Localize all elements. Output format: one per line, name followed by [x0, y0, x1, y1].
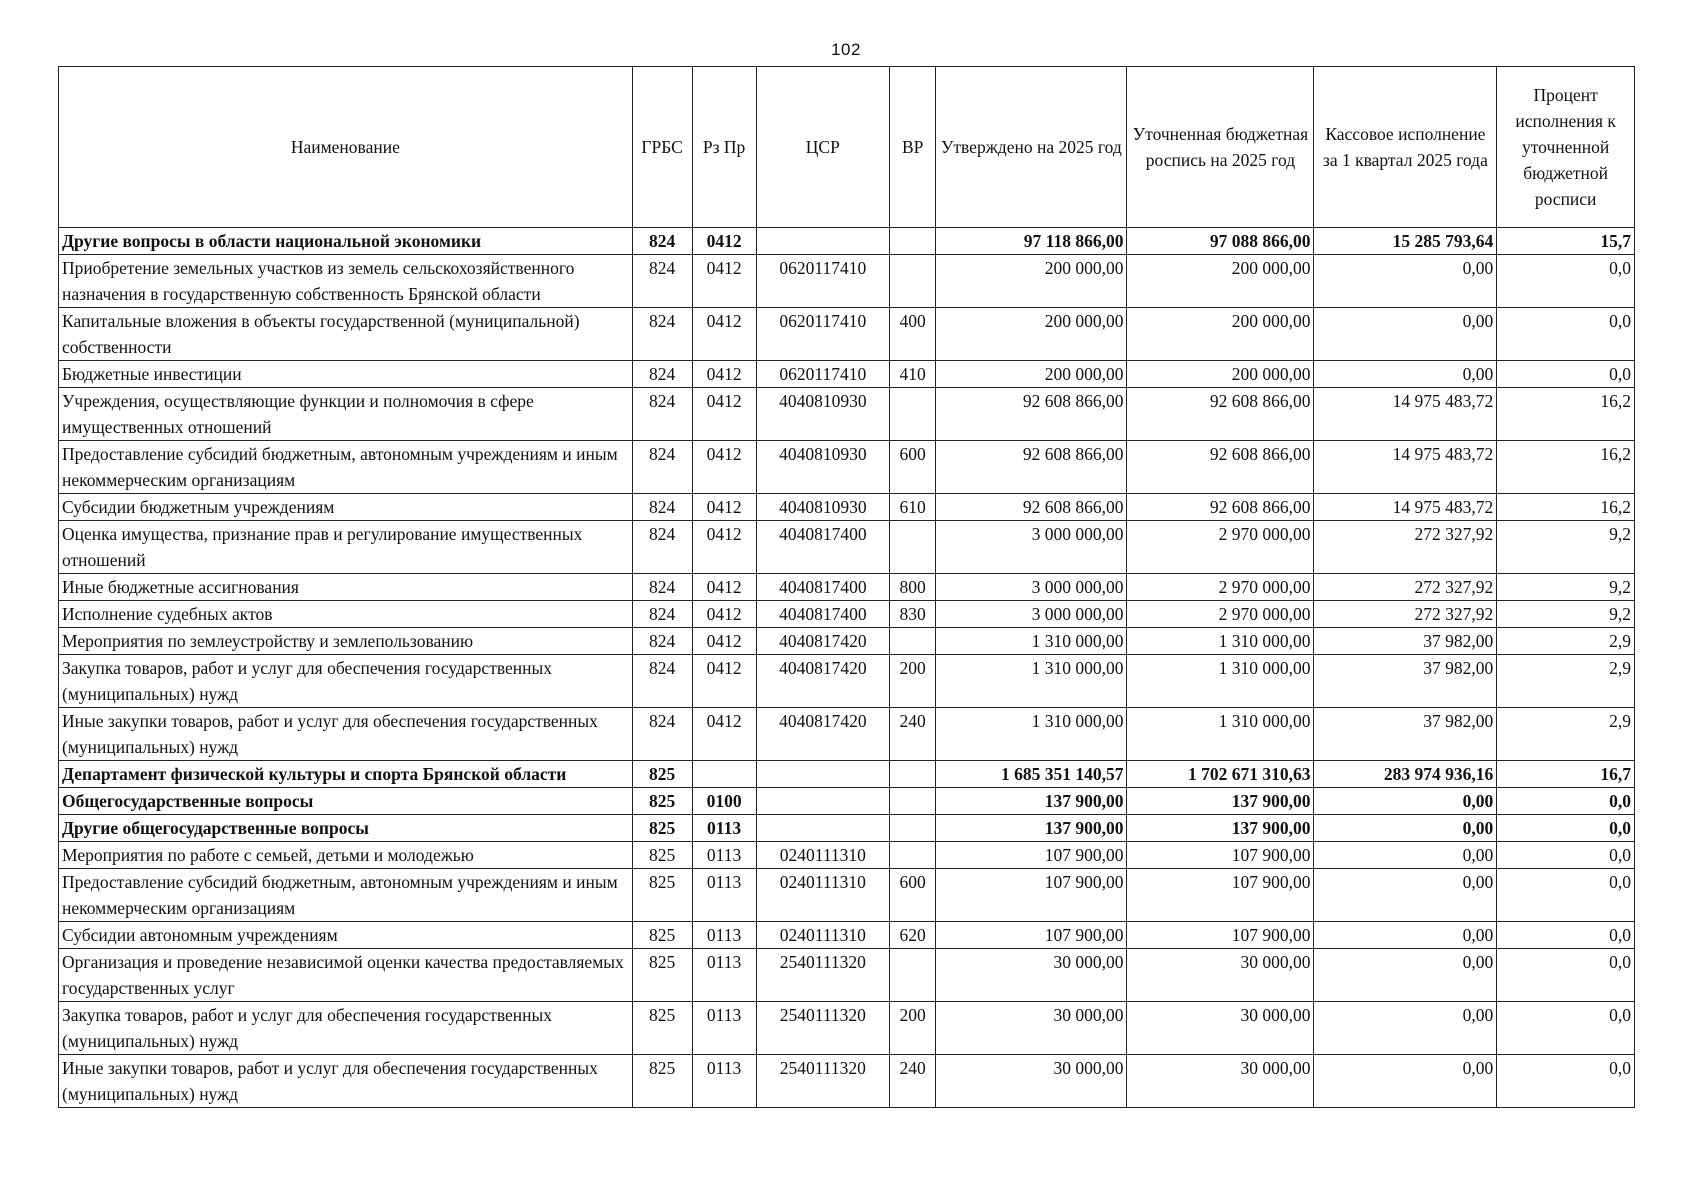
cell-grbs: 825 — [632, 1002, 692, 1055]
cell-rzpr: 0412 — [692, 708, 756, 761]
cell-approved: 92 608 866,00 — [936, 494, 1127, 521]
table-row — [59, 922, 1635, 949]
cell-cash: 283 974 936,16 — [1314, 761, 1497, 788]
table-header — [59, 67, 1635, 228]
cell-rzpr: 0412 — [692, 628, 756, 655]
cell-vr: 240 — [890, 708, 936, 761]
cell-name: Другие вопросы в области национальной экономики — [59, 228, 633, 255]
cell-name: Организация и проведение независимой оценки качества предоставляемых государственных услуг — [59, 949, 633, 1002]
cell-name: Субсидии бюджетным учреждениям — [59, 494, 633, 521]
cell-cash: 272 327,92 — [1314, 574, 1497, 601]
cell-vr — [890, 949, 936, 1002]
cell-rzpr: 0100 — [692, 788, 756, 815]
cell-grbs: 824 — [632, 228, 692, 255]
cell-refined: 200 000,00 — [1127, 255, 1314, 308]
cell-rzpr: 0412 — [692, 308, 756, 361]
cell-csr: 0620117410 — [756, 255, 889, 308]
cell-vr — [890, 388, 936, 441]
cell-approved: 137 900,00 — [936, 788, 1127, 815]
cell-grbs: 825 — [632, 842, 692, 869]
cell-vr: 200 — [890, 1002, 936, 1055]
cell-cash: 0,00 — [1314, 1055, 1497, 1108]
cell-percent: 0,0 — [1497, 949, 1635, 1002]
cell-name: Предоставление субсидий бюджетным, автономным учреждениям и иным некоммерческим организациям — [59, 869, 633, 922]
cell-refined: 92 608 866,00 — [1127, 441, 1314, 494]
cell-vr — [890, 842, 936, 869]
header-name: Наименование — [59, 67, 633, 228]
cell-name: Приобретение земельных участков из земель сельскохозяйственного назначения в государственную собственность Брянской области — [59, 255, 633, 308]
cell-cash: 0,00 — [1314, 815, 1497, 842]
cell-percent: 0,0 — [1497, 842, 1635, 869]
cell-csr: 4040817420 — [756, 628, 889, 655]
header-approved: Утверждено на 2025 год — [936, 67, 1127, 228]
cell-csr: 0240111310 — [756, 922, 889, 949]
cell-approved: 3 000 000,00 — [936, 521, 1127, 574]
cell-percent: 0,0 — [1497, 308, 1635, 361]
cell-cash: 0,00 — [1314, 361, 1497, 388]
header-rzpr: Рз Пр — [692, 67, 756, 228]
cell-rzpr: 0113 — [692, 922, 756, 949]
cell-refined: 30 000,00 — [1127, 949, 1314, 1002]
cell-refined: 1 702 671 310,63 — [1127, 761, 1314, 788]
cell-grbs: 824 — [632, 388, 692, 441]
cell-rzpr: 0113 — [692, 842, 756, 869]
cell-approved: 137 900,00 — [936, 815, 1127, 842]
cell-cash: 0,00 — [1314, 842, 1497, 869]
cell-percent: 0,0 — [1497, 255, 1635, 308]
cell-rzpr: 0412 — [692, 521, 756, 574]
cell-vr: 800 — [890, 574, 936, 601]
cell-cash: 0,00 — [1314, 788, 1497, 815]
cell-approved: 1 685 351 140,57 — [936, 761, 1127, 788]
cell-approved: 107 900,00 — [936, 922, 1127, 949]
cell-percent: 0,0 — [1497, 1002, 1635, 1055]
cell-percent: 0,0 — [1497, 869, 1635, 922]
cell-refined: 107 900,00 — [1127, 842, 1314, 869]
cell-rzpr: 0412 — [692, 255, 756, 308]
header-refined: Уточненная бюджетная роспись на 2025 год — [1127, 67, 1314, 228]
cell-csr: 4040817420 — [756, 708, 889, 761]
cell-rzpr — [692, 761, 756, 788]
table-row — [59, 228, 1635, 255]
table-row — [59, 521, 1635, 574]
cell-grbs: 824 — [632, 574, 692, 601]
cell-cash: 0,00 — [1314, 308, 1497, 361]
table-row — [59, 441, 1635, 494]
cell-vr: 200 — [890, 655, 936, 708]
cell-name: Департамент физической культуры и спорта Брянской области — [59, 761, 633, 788]
cell-name: Иные бюджетные ассигнования — [59, 574, 633, 601]
cell-name: Иные закупки товаров, работ и услуг для обеспечения государственных (муниципальных) нужд — [59, 1055, 633, 1108]
cell-csr: 2540111320 — [756, 1055, 889, 1108]
cell-approved: 92 608 866,00 — [936, 388, 1127, 441]
cell-cash: 37 982,00 — [1314, 655, 1497, 708]
cell-refined: 200 000,00 — [1127, 308, 1314, 361]
cell-approved: 1 310 000,00 — [936, 628, 1127, 655]
cell-vr: 400 — [890, 308, 936, 361]
cell-cash: 0,00 — [1314, 255, 1497, 308]
header-cash: Кассовое исполнение за 1 квартал 2025 года — [1314, 67, 1497, 228]
cell-rzpr: 0412 — [692, 574, 756, 601]
cell-percent: 16,7 — [1497, 761, 1635, 788]
cell-grbs: 824 — [632, 255, 692, 308]
cell-percent: 0,0 — [1497, 815, 1635, 842]
cell-csr: 0620117410 — [756, 361, 889, 388]
table-row — [59, 949, 1635, 1002]
cell-refined: 137 900,00 — [1127, 788, 1314, 815]
cell-percent: 16,2 — [1497, 494, 1635, 521]
budget-table — [58, 66, 1635, 1108]
cell-approved: 30 000,00 — [936, 949, 1127, 1002]
cell-grbs: 824 — [632, 708, 692, 761]
cell-cash: 14 975 483,72 — [1314, 441, 1497, 494]
table-row — [59, 361, 1635, 388]
cell-refined: 2 970 000,00 — [1127, 574, 1314, 601]
cell-name: Мероприятия по землеустройству и землепользованию — [59, 628, 633, 655]
cell-name: Учреждения, осуществляющие функции и полномочия в сфере имущественных отношений — [59, 388, 633, 441]
table-row — [59, 601, 1635, 628]
cell-cash: 0,00 — [1314, 1002, 1497, 1055]
cell-name: Другие общегосударственные вопросы — [59, 815, 633, 842]
cell-csr: 4040817420 — [756, 655, 889, 708]
cell-percent: 9,2 — [1497, 601, 1635, 628]
table-row — [59, 388, 1635, 441]
cell-grbs: 824 — [632, 521, 692, 574]
table-row — [59, 788, 1635, 815]
cell-grbs: 825 — [632, 815, 692, 842]
cell-grbs: 824 — [632, 628, 692, 655]
cell-vr — [890, 255, 936, 308]
table-row — [59, 761, 1635, 788]
cell-grbs: 825 — [632, 949, 692, 1002]
cell-percent: 0,0 — [1497, 1055, 1635, 1108]
cell-vr: 240 — [890, 1055, 936, 1108]
cell-approved: 200 000,00 — [936, 361, 1127, 388]
table-row — [59, 708, 1635, 761]
cell-refined: 137 900,00 — [1127, 815, 1314, 842]
cell-grbs: 825 — [632, 788, 692, 815]
cell-vr — [890, 788, 936, 815]
cell-refined: 1 310 000,00 — [1127, 628, 1314, 655]
cell-refined: 30 000,00 — [1127, 1002, 1314, 1055]
header-vr: ВР — [890, 67, 936, 228]
cell-refined: 107 900,00 — [1127, 922, 1314, 949]
cell-rzpr: 0113 — [692, 1002, 756, 1055]
cell-cash: 37 982,00 — [1314, 628, 1497, 655]
cell-rzpr: 0412 — [692, 655, 756, 708]
cell-vr: 620 — [890, 922, 936, 949]
cell-refined: 107 900,00 — [1127, 869, 1314, 922]
cell-rzpr: 0412 — [692, 228, 756, 255]
cell-percent: 2,9 — [1497, 655, 1635, 708]
cell-approved: 97 118 866,00 — [936, 228, 1127, 255]
cell-vr: 600 — [890, 441, 936, 494]
cell-vr: 610 — [890, 494, 936, 521]
header-percent: Процент исполнения к уточненной бюджетной росписи — [1497, 67, 1635, 228]
cell-refined: 97 088 866,00 — [1127, 228, 1314, 255]
cell-csr: 4040817400 — [756, 601, 889, 628]
cell-approved: 3 000 000,00 — [936, 574, 1127, 601]
cell-grbs: 825 — [632, 761, 692, 788]
table-row — [59, 574, 1635, 601]
cell-cash: 37 982,00 — [1314, 708, 1497, 761]
cell-percent: 9,2 — [1497, 574, 1635, 601]
cell-approved: 3 000 000,00 — [936, 601, 1127, 628]
table-row — [59, 255, 1635, 308]
header-row — [59, 67, 1635, 228]
cell-rzpr: 0113 — [692, 949, 756, 1002]
cell-rzpr: 0412 — [692, 601, 756, 628]
cell-percent: 0,0 — [1497, 788, 1635, 815]
cell-refined: 1 310 000,00 — [1127, 708, 1314, 761]
cell-vr: 600 — [890, 869, 936, 922]
table-row — [59, 1002, 1635, 1055]
cell-rzpr: 0412 — [692, 361, 756, 388]
cell-csr: 4040810930 — [756, 441, 889, 494]
cell-csr: 4040810930 — [756, 494, 889, 521]
cell-grbs: 824 — [632, 655, 692, 708]
cell-cash: 0,00 — [1314, 949, 1497, 1002]
cell-refined: 200 000,00 — [1127, 361, 1314, 388]
cell-grbs: 825 — [632, 869, 692, 922]
cell-cash: 14 975 483,72 — [1314, 494, 1497, 521]
cell-approved: 30 000,00 — [936, 1055, 1127, 1108]
cell-cash: 272 327,92 — [1314, 521, 1497, 574]
cell-name: Оценка имущества, признание прав и регулирование имущественных отношений — [59, 521, 633, 574]
cell-cash: 14 975 483,72 — [1314, 388, 1497, 441]
table-row — [59, 1055, 1635, 1108]
cell-name: Иные закупки товаров, работ и услуг для обеспечения государственных (муниципальных) нужд — [59, 708, 633, 761]
cell-name: Мероприятия по работе с семьей, детьми и молодежью — [59, 842, 633, 869]
cell-csr: 4040817400 — [756, 574, 889, 601]
cell-percent: 9,2 — [1497, 521, 1635, 574]
cell-csr: 2540111320 — [756, 1002, 889, 1055]
table-row — [59, 842, 1635, 869]
cell-refined: 2 970 000,00 — [1127, 521, 1314, 574]
cell-cash: 0,00 — [1314, 922, 1497, 949]
cell-approved: 200 000,00 — [936, 308, 1127, 361]
cell-refined: 30 000,00 — [1127, 1055, 1314, 1108]
table-body — [59, 228, 1635, 1108]
cell-grbs: 824 — [632, 308, 692, 361]
page-number: 102 — [831, 40, 861, 59]
cell-percent: 0,0 — [1497, 922, 1635, 949]
cell-percent: 16,2 — [1497, 388, 1635, 441]
cell-vr — [890, 228, 936, 255]
table-row — [59, 628, 1635, 655]
cell-grbs: 824 — [632, 494, 692, 521]
cell-csr: 4040817400 — [756, 521, 889, 574]
table-row — [59, 869, 1635, 922]
cell-rzpr: 0412 — [692, 494, 756, 521]
cell-vr — [890, 761, 936, 788]
table-row — [59, 308, 1635, 361]
cell-grbs: 825 — [632, 922, 692, 949]
cell-csr — [756, 788, 889, 815]
cell-cash: 0,00 — [1314, 869, 1497, 922]
cell-rzpr: 0412 — [692, 441, 756, 494]
cell-rzpr: 0113 — [692, 869, 756, 922]
cell-csr — [756, 228, 889, 255]
cell-vr — [890, 628, 936, 655]
cell-csr — [756, 761, 889, 788]
table-row — [59, 494, 1635, 521]
cell-approved: 107 900,00 — [936, 869, 1127, 922]
cell-grbs: 824 — [632, 441, 692, 494]
cell-name: Капитальные вложения в объекты государственной (муниципальной) собственности — [59, 308, 633, 361]
header-csr: ЦСР — [756, 67, 889, 228]
cell-name: Предоставление субсидий бюджетным, автономным учреждениям и иным некоммерческим организациям — [59, 441, 633, 494]
cell-grbs: 825 — [632, 1055, 692, 1108]
cell-name: Исполнение судебных актов — [59, 601, 633, 628]
cell-approved: 30 000,00 — [936, 1002, 1127, 1055]
cell-rzpr: 0412 — [692, 388, 756, 441]
cell-rzpr: 0113 — [692, 815, 756, 842]
table-row — [59, 815, 1635, 842]
cell-csr: 0240111310 — [756, 842, 889, 869]
cell-refined: 1 310 000,00 — [1127, 655, 1314, 708]
cell-percent: 2,9 — [1497, 708, 1635, 761]
cell-refined: 92 608 866,00 — [1127, 494, 1314, 521]
cell-approved: 92 608 866,00 — [936, 441, 1127, 494]
cell-vr — [890, 815, 936, 842]
cell-vr — [890, 521, 936, 574]
cell-vr: 410 — [890, 361, 936, 388]
cell-percent: 0,0 — [1497, 361, 1635, 388]
cell-name: Бюджетные инвестиции — [59, 361, 633, 388]
cell-vr: 830 — [890, 601, 936, 628]
cell-refined: 2 970 000,00 — [1127, 601, 1314, 628]
cell-approved: 107 900,00 — [936, 842, 1127, 869]
cell-grbs: 824 — [632, 361, 692, 388]
cell-approved: 1 310 000,00 — [936, 708, 1127, 761]
cell-csr: 4040810930 — [756, 388, 889, 441]
cell-cash: 15 285 793,64 — [1314, 228, 1497, 255]
cell-percent: 15,7 — [1497, 228, 1635, 255]
cell-name: Субсидии автономным учреждениям — [59, 922, 633, 949]
cell-cash: 272 327,92 — [1314, 601, 1497, 628]
cell-approved: 200 000,00 — [936, 255, 1127, 308]
cell-percent: 2,9 — [1497, 628, 1635, 655]
cell-csr: 0620117410 — [756, 308, 889, 361]
cell-name: Общегосударственные вопросы — [59, 788, 633, 815]
cell-name: Закупка товаров, работ и услуг для обеспечения государственных (муниципальных) нужд — [59, 655, 633, 708]
cell-refined: 92 608 866,00 — [1127, 388, 1314, 441]
table-row — [59, 655, 1635, 708]
cell-approved: 1 310 000,00 — [936, 655, 1127, 708]
cell-name: Закупка товаров, работ и услуг для обеспечения государственных (муниципальных) нужд — [59, 1002, 633, 1055]
cell-csr: 0240111310 — [756, 869, 889, 922]
cell-csr: 2540111320 — [756, 949, 889, 1002]
cell-grbs: 824 — [632, 601, 692, 628]
cell-percent: 16,2 — [1497, 441, 1635, 494]
cell-rzpr: 0113 — [692, 1055, 756, 1108]
cell-csr — [756, 815, 889, 842]
header-grbs: ГРБС — [632, 67, 692, 228]
